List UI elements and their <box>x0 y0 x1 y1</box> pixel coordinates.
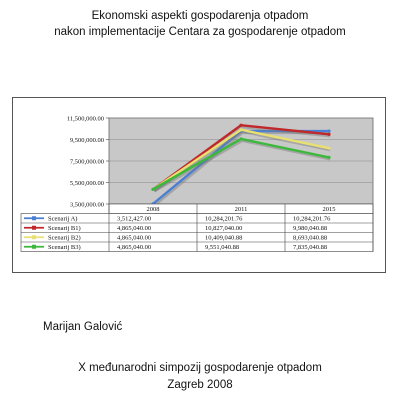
legend-series-name: Scenarij B1) <box>48 225 81 233</box>
y-tick-label: 9,500,000.00 <box>69 137 104 144</box>
line-chart <box>13 98 387 274</box>
y-tick-label: 3,500,000.00 <box>69 201 104 209</box>
table-value-label: 8,693,040.88 <box>293 234 328 242</box>
table-value-label: 4,865,040.00 <box>117 234 152 242</box>
data-point <box>327 133 330 136</box>
y-tick-label: 11,500,000.00 <box>66 115 104 123</box>
legend-key-marker <box>32 235 36 239</box>
table-value-label: 10,284,201.76 <box>205 215 243 223</box>
table-value-label: 7,835,040.88 <box>293 244 328 252</box>
table-value-label: 9,551,040.88 <box>205 244 240 252</box>
legend-series-name: Scenarij A) <box>48 215 78 223</box>
legend-series-name: Scenarij B3) <box>48 244 81 252</box>
data-point <box>239 137 242 140</box>
legend-key-marker <box>32 245 36 249</box>
legend-series-name: Scenarij B2) <box>48 234 81 242</box>
table-value-label: 10,827,040.00 <box>205 225 243 233</box>
data-point <box>151 188 154 191</box>
table-value-label: 10,409,040.88 <box>205 234 243 242</box>
y-tick-label: 5,500,000.00 <box>69 180 104 187</box>
data-point <box>327 147 330 150</box>
x-category-label: 2015 <box>322 206 336 213</box>
x-category-label: 2011 <box>234 206 248 213</box>
table-value-label: 4,865,040.00 <box>117 225 152 233</box>
table-value-label: 3,512,427.00 <box>117 215 152 223</box>
data-point <box>239 128 242 131</box>
data-point <box>239 124 242 127</box>
legend-key-marker <box>32 226 36 230</box>
footer-place-year: Zagreb 2008 <box>167 379 233 391</box>
x-category-label: 2008 <box>146 206 160 213</box>
footer-event: X međunarodni simpozij gospodarenje otpadom <box>78 362 322 374</box>
legend-key-marker <box>32 216 36 220</box>
data-point <box>327 156 330 159</box>
chart-frame <box>12 97 386 273</box>
y-tick-label: 7,500,000.00 <box>69 158 104 166</box>
table-value-label: 9,980,040.88 <box>293 225 328 233</box>
table-value-label: 4,865,040.00 <box>117 244 152 252</box>
author-name: Marijan Galović <box>43 321 123 333</box>
document-title-line-1: Ekonomski aspekti gospodarenja otpadom <box>91 10 309 22</box>
data-point <box>327 129 330 132</box>
document-title-line-2: nakon implementacije Centara za gospodarenje otpadom <box>54 26 346 38</box>
table-value-label: 10,284,201.76 <box>293 215 331 223</box>
